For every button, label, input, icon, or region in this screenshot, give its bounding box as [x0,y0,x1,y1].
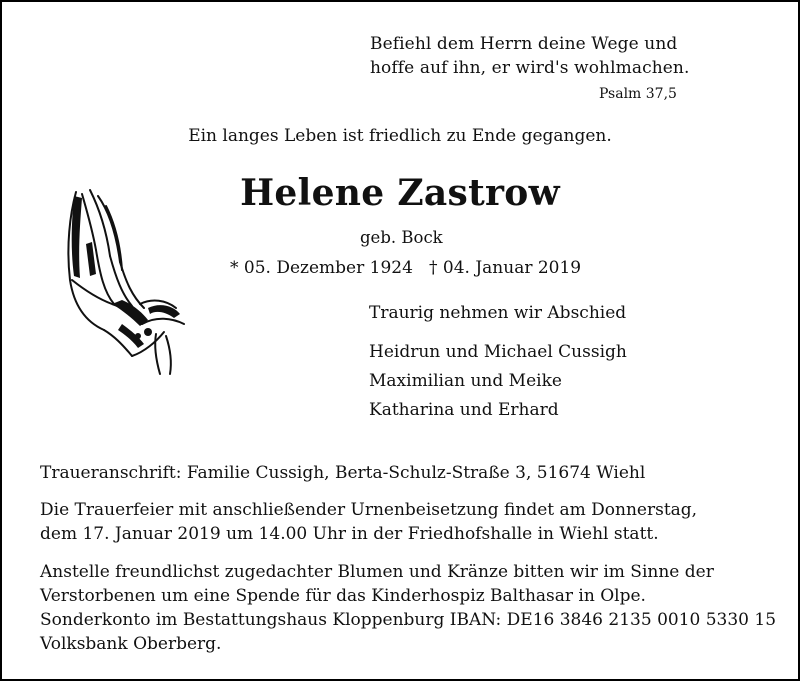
mourners-heading: Traurig nehmen wir Abschied [369,303,627,323]
death-date: † 04. Januar 2019 [429,258,582,278]
intro-text: Ein langes Leben ist friedlich zu Ende gegangen. [188,126,612,146]
psalm-line-2: hoffe auf ihn, er wird's wohlmachen. [370,58,690,78]
mourning-address: Traueranschrift: Familie Cussigh, Berta-Schulz-Straße 3, 51674 Wiehl [40,463,646,483]
mourner-name: Heidrun und Michael Cussigh [369,342,627,362]
ceremony-line-2: dem 17. Januar 2019 um 14.00 Uhr in der Friedhofshalle in Wiehl statt. [40,524,659,544]
donation-line-2: Verstorbenen um eine Spende für das Kinderhospiz Balthasar in Olpe. [40,586,646,606]
birth-date: * 05. Dezember 1924 [230,258,413,278]
donation-line-1: Anstelle freundlichst zugedachter Blumen und Kränze bitten wir im Sinne der [40,562,714,582]
donation-line-4: Volksbank Oberberg. [40,634,222,654]
psalm-line-1: Befiehl dem Herrn deine Wege und [370,34,678,54]
deceased-name: Helene Zastrow [240,172,560,214]
praying-hands-icon [52,184,192,380]
maiden-name: geb. Bock [360,228,443,247]
donation-line-3: Sonderkonto im Bestattungshaus Kloppenburg IBAN: DE16 3846 2135 0010 5330 15 [40,610,777,630]
ceremony-line-1: Die Trauerfeier mit anschließender Urnenbeisetzung findet am Donnerstag, [40,500,698,520]
psalm-reference: Psalm 37,5 [599,86,677,102]
mourner-name: Katharina und Erhard [369,400,559,420]
mourner-name: Maximilian und Meike [369,371,562,391]
